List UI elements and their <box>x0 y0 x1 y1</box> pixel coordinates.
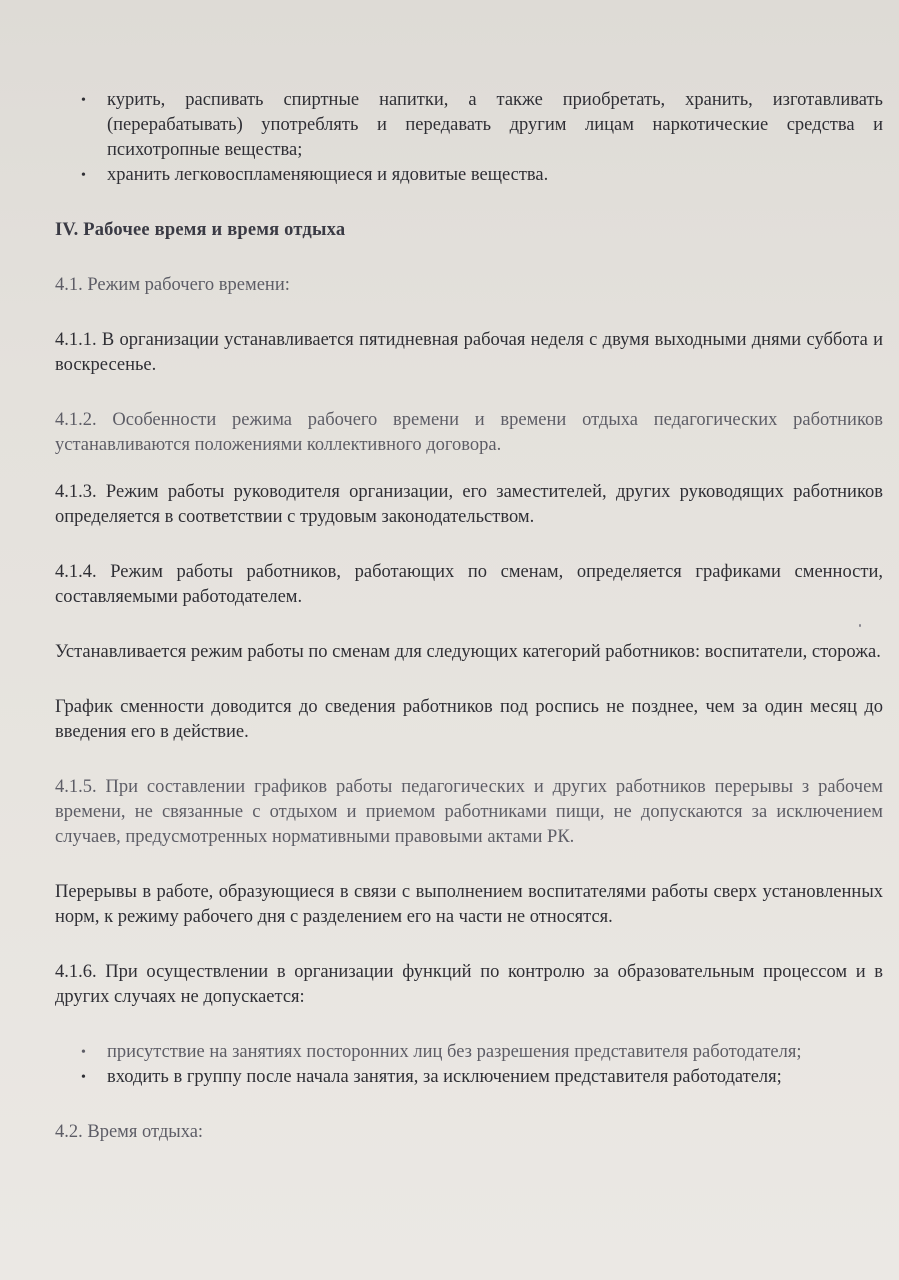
list-item-text: хранить легковоспламеняющиеся и ядовитые вещества. <box>107 165 549 185</box>
list-item-text: присутствие на занятиях посторонних лиц без разрешения представителя работодателя; <box>107 1042 802 1062</box>
bullet-icon: • <box>81 1045 86 1060</box>
paragraph-4-1-1: 4.1.1. В организации устанавливается пятидневная рабочая неделя с двумя выходными днями суббота и воскресенье. <box>55 330 883 375</box>
paragraph-4-1-3: 4.1.3. Режим работы руководителя организации, его заместителей, других руководящих работников определяется в соответствии с трудовым законодательством. <box>55 482 883 527</box>
section-heading: IV. Рабочее время и время отдыха <box>55 220 346 240</box>
bullet-icon: • <box>81 93 86 108</box>
not-allowed-list <box>55 1040 883 1090</box>
list-item <box>55 1065 883 1090</box>
bullet-icon: • <box>81 168 86 183</box>
list-item-text: входить в группу после начала занятия, за исключением представителя работодателя; <box>107 1067 782 1087</box>
list-item <box>55 88 883 163</box>
paragraph-4-1-2: 4.1.2. Особенности режима рабочего времени и времени отдыха педагогических работников устанавливаются положениями коллективного договора. <box>55 410 883 455</box>
paragraph-4-2: 4.2. Время отдыха: <box>55 1122 204 1142</box>
paragraph-4-1-4: 4.1.4. Режим работы работников, работающих по сменам, определяется графиками сменности, составляемыми работодателем. <box>55 562 883 607</box>
paragraph-shift-categories: Устанавливается режим работы по сменам для следующих категорий работников: воспитатели, сторожа. <box>55 642 881 662</box>
list-item <box>55 163 883 188</box>
paragraph-breaks: Перерывы в работе, образующиеся в связи с выполнением воспитателями работы сверх установленных норм, к режиму рабочего дня с разделением его на части не относятся. <box>55 882 883 927</box>
list-item <box>55 1040 883 1065</box>
paragraph-shift-schedule: График сменности доводится до сведения работников под роспись не позднее, чем за один месяц до введения его в действие. <box>55 697 883 742</box>
paragraph-4-1-5: 4.1.5. При составлении графиков работы педагогических и других работников перерывы з рабочем времени, не связанные с отдыхом и приемом работниками пищи, не допускаются за исключением случаев, предусмотренных нормативными правовыми актами РК. <box>55 777 883 847</box>
list-item-text: курить, распивать спиртные напитки, а также приобретать, хранить, изготавливать (перерабатывать) употреблять и передавать другим лицам наркотические средства и психотропные вещества; <box>107 90 883 160</box>
paragraph-4-1-6: 4.1.6. При осуществлении в организации функций по контролю за образовательным процессом и в других случаях не допускается: <box>55 962 883 1007</box>
bullet-icon: • <box>81 1070 86 1085</box>
prohibited-actions-list <box>55 88 883 188</box>
paper-speck <box>859 624 861 627</box>
paragraph-4-1: 4.1. Режим рабочего времени: <box>55 275 290 295</box>
document-body <box>55 88 883 1145</box>
